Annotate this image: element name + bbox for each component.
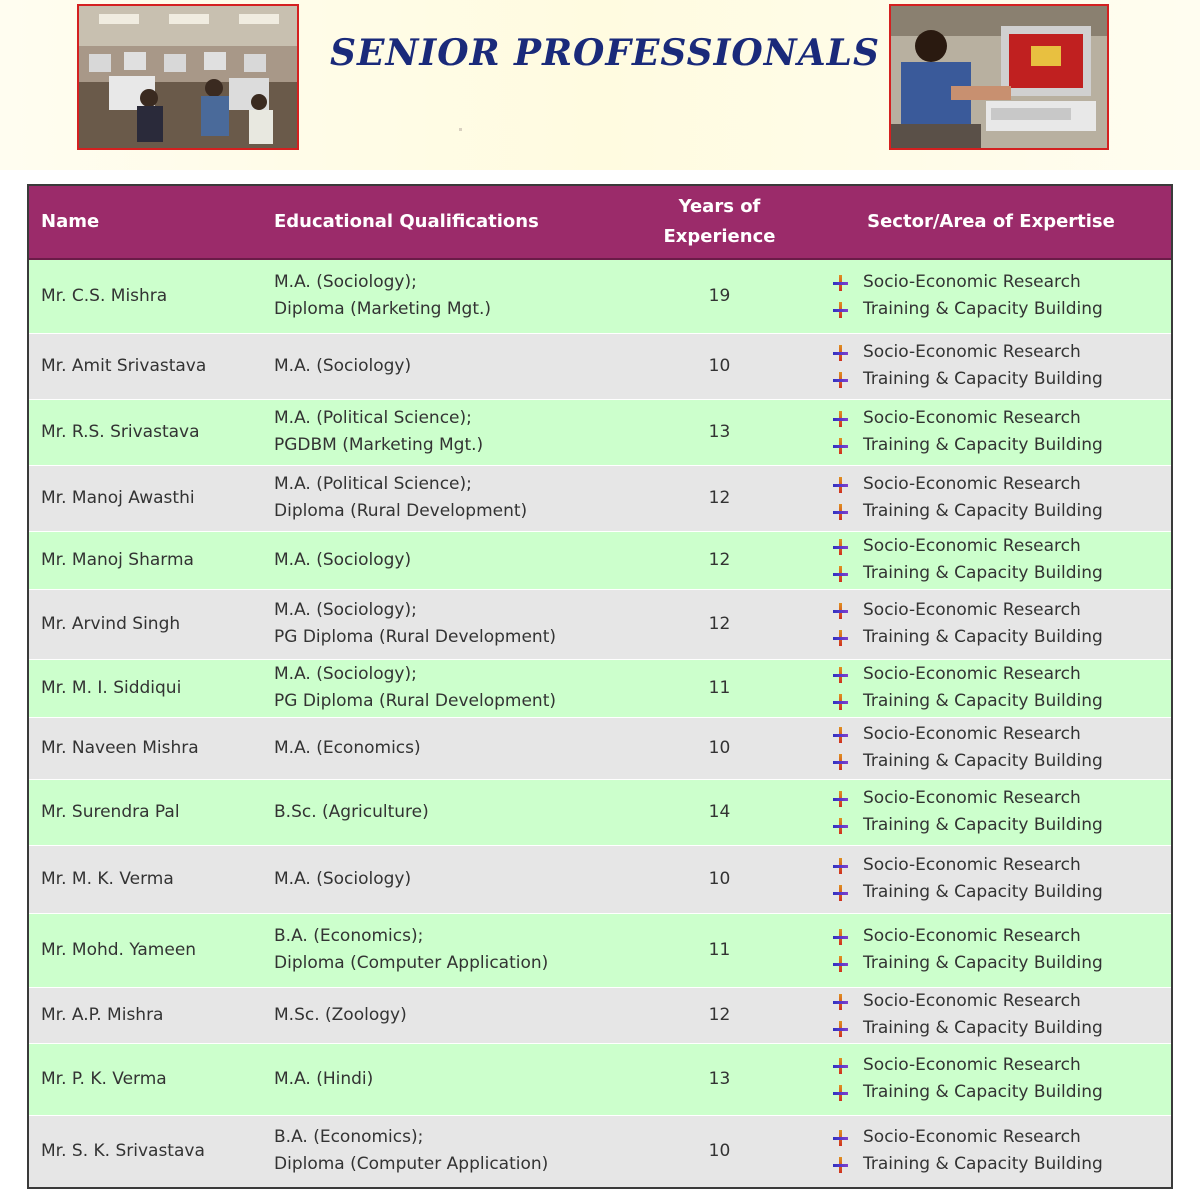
sector-item [833, 785, 1171, 812]
cell-qualifications [274, 531, 628, 589]
cell-sector [811, 465, 1171, 531]
cell-years: 10 [628, 1115, 811, 1187]
bullet-icon [833, 302, 847, 318]
cell-sector [811, 1115, 1171, 1187]
qualification-line-1: M.A. (Political Science); [274, 408, 472, 428]
sector-item-label: Socio-Economic Research [863, 536, 1081, 556]
cell-qualifications [274, 845, 628, 913]
table-row [29, 913, 1171, 987]
cell-years: 14 [628, 779, 811, 845]
cell-years: 11 [628, 659, 811, 717]
qualification-line-1: M.A. (Hindi) [274, 1068, 374, 1089]
cell-sector [811, 913, 1171, 987]
cell-sector [811, 1043, 1171, 1115]
cell-name: Mr. C.S. Mishra [29, 259, 274, 333]
bullet-icon [833, 754, 847, 770]
sector-item [833, 688, 1171, 715]
cell-sector [811, 259, 1171, 333]
sector-item-label: Socio-Economic Research [863, 1127, 1081, 1148]
bullet-icon [833, 372, 847, 388]
cell-qualifications [274, 987, 628, 1043]
cell-sector [811, 659, 1171, 717]
sector-item-label: Training & Capacity Building [863, 691, 1103, 711]
bullet-icon [833, 956, 847, 972]
sector-item-label: Socio-Economic Research [863, 1055, 1081, 1075]
qualification-line-1: M.Sc. (Zoology) [274, 1004, 407, 1025]
sector-item-label: Socio-Economic Research [863, 926, 1081, 946]
sector-item [833, 1151, 1171, 1178]
qualification-line-2: PG Diploma (Rural Development) [274, 691, 557, 711]
sector-item [833, 923, 1171, 950]
cell-qualifications [274, 259, 628, 333]
table-row [29, 1115, 1171, 1187]
cell-name: Mr. Surendra Pal [29, 779, 274, 845]
cell-years: 10 [628, 845, 811, 913]
qualification-line-1: M.A. (Sociology); [274, 272, 417, 293]
sector-item-label: Training & Capacity Building [863, 953, 1103, 973]
cell-name: Mr. R.S. Srivastava [29, 399, 274, 465]
sector-item-label: Training & Capacity Building [863, 882, 1103, 902]
cell-name: Mr. M. I. Siddiqui [29, 659, 274, 717]
sector-item [833, 812, 1171, 839]
sector-item [833, 296, 1171, 323]
table-header-row [29, 186, 1171, 259]
bullet-icon [833, 504, 847, 520]
sector-item-label: Training & Capacity Building [863, 501, 1103, 521]
cell-years: 12 [628, 531, 811, 589]
sector-item [833, 748, 1171, 775]
bullet-icon [833, 345, 847, 361]
sector-item-label: Training & Capacity Building [863, 751, 1103, 771]
cell-qualifications [274, 465, 628, 531]
cell-sector [811, 589, 1171, 659]
qualification-line-1: B.Sc. (Agriculture) [274, 801, 429, 822]
sector-item [833, 1124, 1171, 1151]
cell-name: Mr. Mohd. Yameen [29, 913, 274, 987]
office-photo-left [77, 4, 299, 150]
sector-item-label: Socio-Economic Research [863, 724, 1081, 744]
qualification-line-1: M.A. (Sociology); [274, 600, 417, 620]
bullet-icon [833, 1130, 847, 1146]
bullet-icon [833, 929, 847, 945]
cell-years: 10 [628, 333, 811, 399]
sector-item-label: Socio-Economic Research [863, 272, 1081, 293]
sector-item-label: Socio-Economic Research [863, 474, 1081, 494]
bullet-icon [833, 603, 847, 619]
sector-item [833, 405, 1171, 432]
table-row [29, 987, 1171, 1043]
bullet-icon [833, 858, 847, 874]
column-header-years [628, 186, 811, 259]
sector-item-label: Socio-Economic Research [863, 408, 1081, 428]
bullet-icon [833, 630, 847, 646]
qualification-line-1: M.A. (Sociology) [274, 355, 412, 376]
qualification-line-1: M.A. (Economics) [274, 737, 421, 758]
cell-qualifications [274, 717, 628, 779]
bullet-icon [833, 566, 847, 582]
cell-name: Mr. Arvind Singh [29, 589, 274, 659]
bullet-icon [833, 667, 847, 683]
sector-item-label: Training & Capacity Building [863, 1154, 1103, 1175]
bullet-icon [833, 885, 847, 901]
table-row [29, 845, 1171, 913]
bullet-icon [833, 1085, 847, 1101]
sector-item [833, 950, 1171, 977]
bullet-icon [833, 411, 847, 427]
table-row [29, 589, 1171, 659]
sector-item [833, 1015, 1171, 1042]
cell-qualifications [274, 1115, 628, 1187]
cell-name: Mr. A.P. Mishra [29, 987, 274, 1043]
sector-item-label: Training & Capacity Building [863, 1018, 1103, 1038]
cell-qualifications [274, 913, 628, 987]
cell-years: 12 [628, 465, 811, 531]
sector-item [833, 988, 1171, 1015]
bullet-icon [833, 694, 847, 710]
sector-item [833, 366, 1171, 393]
sector-item [833, 721, 1171, 748]
column-header-sector: Sector/Area of Expertise [811, 186, 1171, 259]
bullet-icon [833, 791, 847, 807]
sector-item [833, 432, 1171, 459]
sector-item [833, 597, 1171, 624]
cell-sector [811, 845, 1171, 913]
cell-name: Mr. Manoj Sharma [29, 531, 274, 589]
bullet-icon [833, 275, 847, 291]
sector-item-label: Socio-Economic Research [863, 600, 1081, 620]
sector-item [833, 661, 1171, 688]
sector-item-label: Training & Capacity Building [863, 299, 1103, 320]
cell-sector [811, 531, 1171, 589]
qualification-line-2: PGDBM (Marketing Mgt.) [274, 435, 484, 455]
bullet-icon [833, 477, 847, 493]
cell-qualifications [274, 333, 628, 399]
sector-item-label: Training & Capacity Building [863, 627, 1103, 647]
sector-item [833, 560, 1171, 587]
table-row [29, 659, 1171, 717]
office-workers-image [79, 6, 297, 148]
bullet-icon [833, 1157, 847, 1173]
qualification-line-1: M.A. (Political Science); [274, 474, 472, 494]
cell-sector [811, 717, 1171, 779]
sector-item [833, 533, 1171, 560]
qualification-line-1: M.A. (Sociology) [274, 549, 412, 570]
sector-item-label: Socio-Economic Research [863, 855, 1081, 875]
column-header-name: Name [29, 186, 274, 259]
qualification-line-2: PG Diploma (Rural Development) [274, 627, 557, 647]
sector-item [833, 1052, 1171, 1079]
qualification-line-1: M.A. (Sociology); [274, 664, 417, 684]
cell-qualifications [274, 1043, 628, 1115]
cell-years: 12 [628, 589, 811, 659]
table-row [29, 531, 1171, 589]
table-row [29, 465, 1171, 531]
sector-item-label: Socio-Economic Research [863, 991, 1081, 1011]
sector-item-label: Socio-Economic Research [863, 342, 1081, 362]
decorative-dot [459, 128, 462, 131]
cell-qualifications [274, 659, 628, 717]
column-header-years-line2: Experience [663, 226, 776, 247]
bullet-icon [833, 1021, 847, 1037]
cell-name: Mr. Amit Srivastava [29, 333, 274, 399]
sector-item-label: Training & Capacity Building [863, 1082, 1103, 1102]
table-row [29, 779, 1171, 845]
table-row [29, 259, 1171, 333]
bullet-icon [833, 994, 847, 1010]
column-header-years-line1: Years of [678, 196, 761, 217]
cell-sector [811, 779, 1171, 845]
sector-item [833, 498, 1171, 525]
sector-item [833, 1079, 1171, 1106]
sector-item [833, 339, 1171, 366]
bullet-icon [833, 727, 847, 743]
cell-years: 11 [628, 913, 811, 987]
qualification-line-2: Diploma (Rural Development) [274, 501, 528, 521]
table-row [29, 1043, 1171, 1115]
cell-qualifications [274, 589, 628, 659]
table-row [29, 333, 1171, 399]
qualification-line-2: Diploma (Marketing Mgt.) [274, 299, 492, 320]
qualification-line-2: Diploma (Computer Application) [274, 953, 549, 973]
cell-name: Mr. P. K. Verma [29, 1043, 274, 1115]
cell-years: 10 [628, 717, 811, 779]
office-photo-right [889, 4, 1109, 150]
cell-sector [811, 399, 1171, 465]
cell-name: Mr. M. K. Verma [29, 845, 274, 913]
senior-professionals-table [27, 184, 1173, 1189]
qualification-line-2: Diploma (Computer Application) [274, 1154, 549, 1175]
table-row [29, 399, 1171, 465]
sector-item-label: Socio-Economic Research [863, 664, 1081, 684]
table-row [29, 717, 1171, 779]
cell-name: Mr. Manoj Awasthi [29, 465, 274, 531]
sector-item-label: Training & Capacity Building [863, 563, 1103, 583]
sector-item-label: Training & Capacity Building [863, 369, 1103, 389]
bullet-icon [833, 539, 847, 555]
sector-item-label: Training & Capacity Building [863, 815, 1103, 835]
cell-years: 13 [628, 399, 811, 465]
qualification-line-1: B.A. (Economics); [274, 1127, 424, 1148]
bullet-icon [833, 818, 847, 834]
sector-item [833, 471, 1171, 498]
sector-item-label: Socio-Economic Research [863, 788, 1081, 808]
sector-item [833, 879, 1171, 906]
cell-years: 19 [628, 259, 811, 333]
cell-name: Mr. S. K. Srivastava [29, 1115, 274, 1187]
computer-user-image [891, 6, 1107, 148]
cell-sector [811, 987, 1171, 1043]
sector-item [833, 852, 1171, 879]
sector-item-label: Training & Capacity Building [863, 435, 1103, 455]
sector-item [833, 624, 1171, 651]
cell-sector [811, 333, 1171, 399]
cell-qualifications [274, 779, 628, 845]
qualification-line-1: B.A. (Economics); [274, 926, 424, 946]
cell-years: 13 [628, 1043, 811, 1115]
cell-years: 12 [628, 987, 811, 1043]
bullet-icon [833, 1058, 847, 1074]
cell-name: Mr. Naveen Mishra [29, 717, 274, 779]
column-header-qualifications: Educational Qualifications [274, 186, 628, 259]
sector-item [833, 269, 1171, 296]
header-banner [0, 0, 1200, 170]
page-title: SENIOR PROFESSIONALS [330, 32, 880, 74]
cell-qualifications [274, 399, 628, 465]
qualification-line-1: M.A. (Sociology) [274, 868, 412, 889]
bullet-icon [833, 438, 847, 454]
